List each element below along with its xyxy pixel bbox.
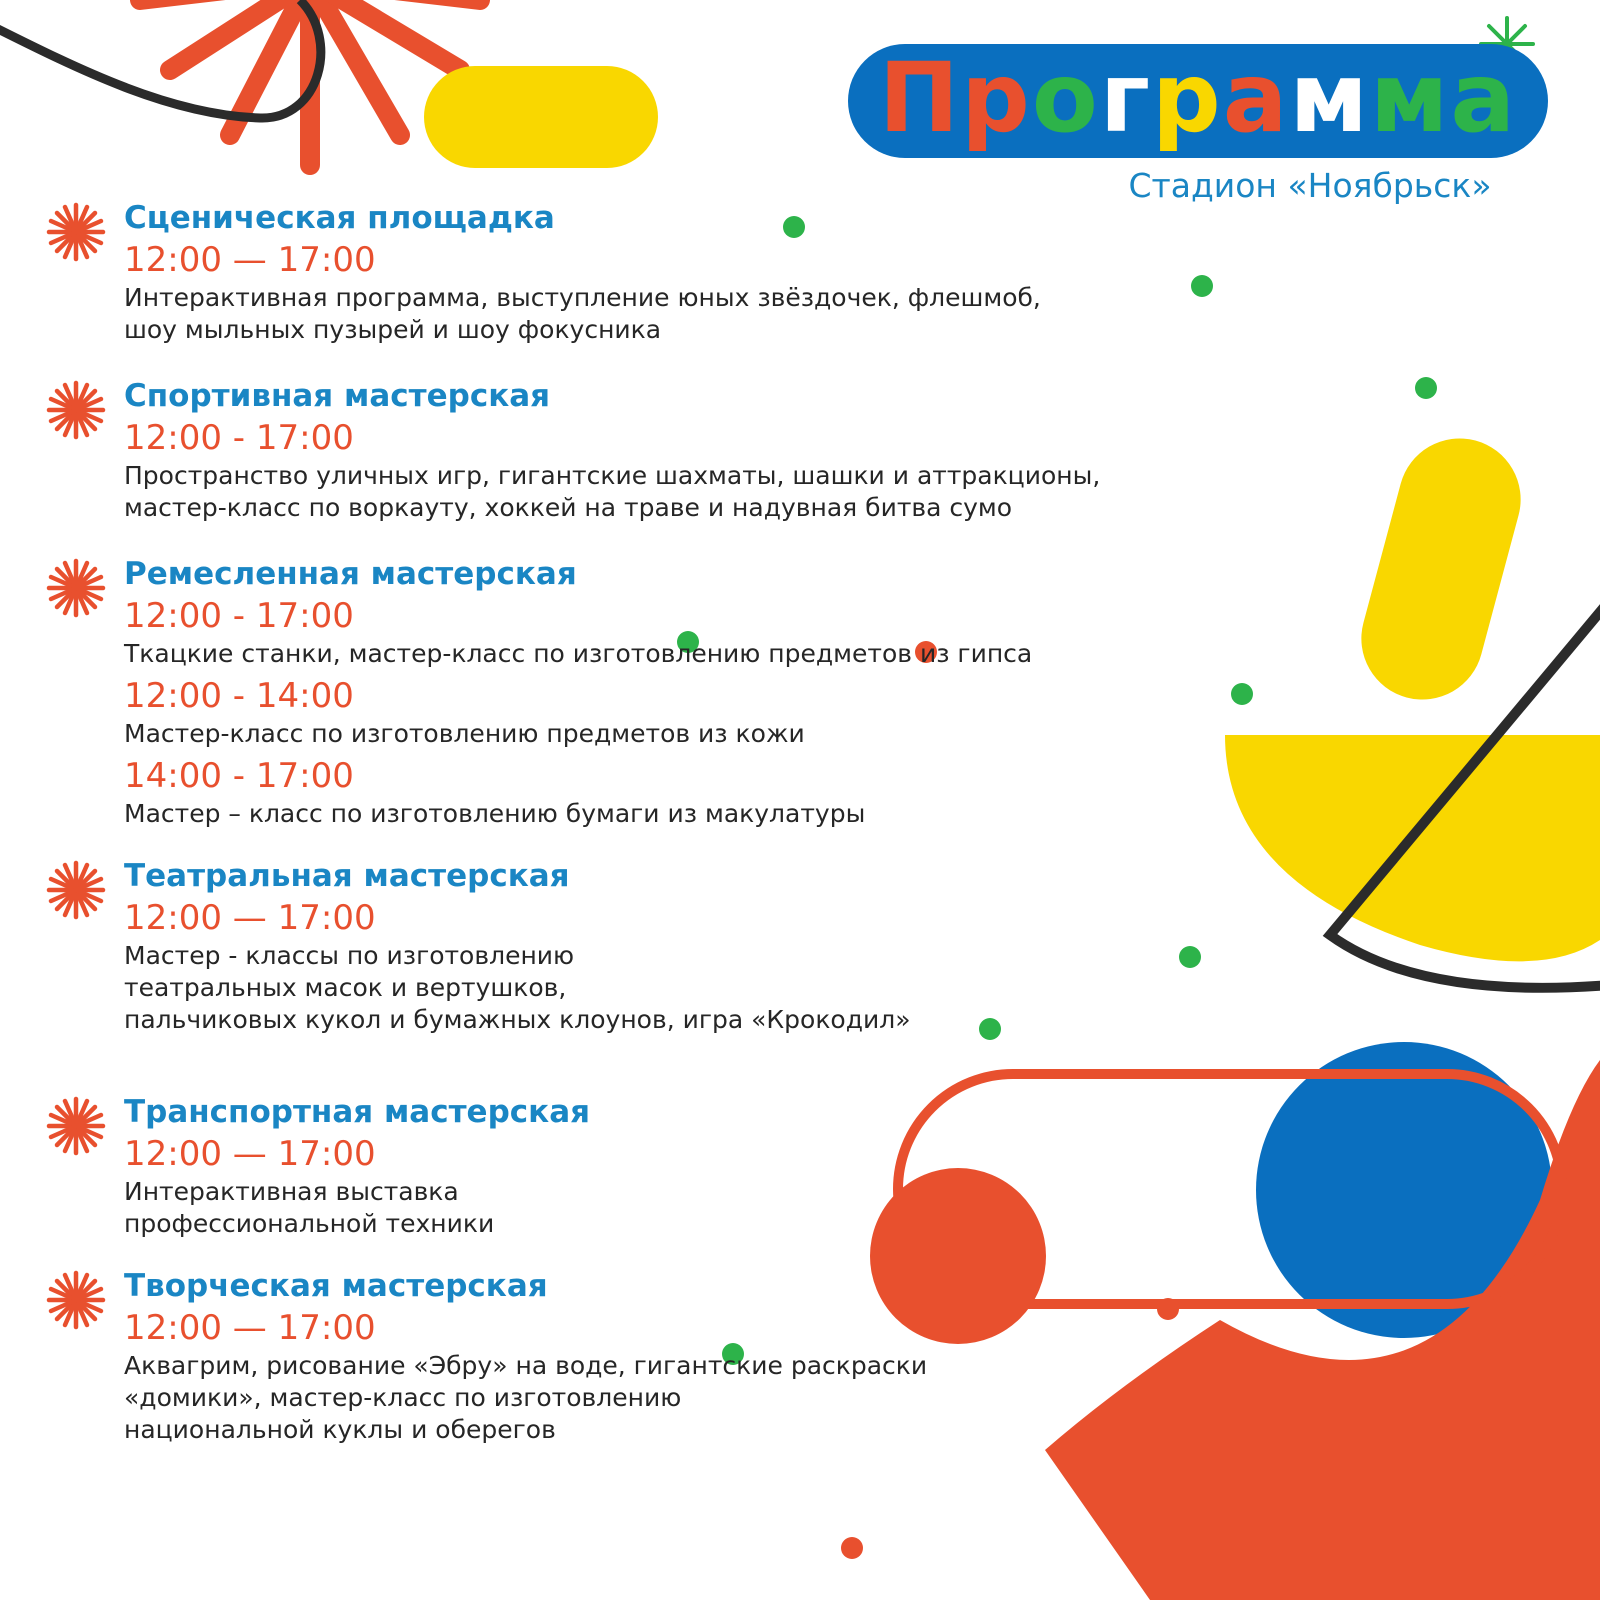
section-heading: Творческая мастерская [124, 1268, 548, 1304]
time-slot [124, 416, 1100, 524]
section-heading: Спортивная мастерская [124, 378, 551, 414]
section-slots [124, 1306, 927, 1450]
title-letter: а [1450, 42, 1518, 154]
title-letter: г [1099, 42, 1152, 154]
yellow-tilted-pill-shape [1348, 425, 1535, 714]
time-slot [124, 754, 1032, 830]
asterisk-star-icon [46, 558, 106, 618]
slot-description: Интерактивная программа, выступление юных звёздочек, флешмоб, шоу мыльных пузырей и шоу фокусника [124, 283, 1041, 344]
section-heading: Сценическая площадка [124, 200, 555, 236]
title-letter: р [1151, 42, 1223, 154]
section-slots [124, 416, 1100, 528]
slot-description: Мастер - классы по изготовлению театральных масок и вертушков, пальчиковых кукол и бумажных клоунов, игра «Крокодил» [124, 941, 911, 1034]
asterisk-star-icon [46, 1096, 106, 1156]
section-heading: Ремесленная мастерская [124, 556, 577, 592]
section-slots [124, 896, 911, 1040]
venue-subtitle: Стадион «Ноябрьск» [1128, 166, 1492, 205]
asterisk-star-icon [46, 1270, 106, 1330]
section-heading: Театральная мастерская [124, 858, 570, 894]
time-slot [124, 1306, 927, 1446]
slot-description: Пространство уличных игр, гигантские шахматы, шашки и аттракционы, мастер-класс по воркауту, хоккей на траве и надувная битва сумо [124, 461, 1101, 522]
title-letter: о [1031, 42, 1100, 154]
slot-time: 12:00 - 14:00 [124, 676, 354, 716]
title-letter: а [1222, 42, 1290, 154]
slot-time: 12:00 — 17:00 [124, 898, 376, 938]
slot-description: Мастер – класс по изготовлению бумаги из макулатуры [124, 799, 866, 828]
section-slots [124, 238, 1041, 350]
slot-time: 12:00 — 17:00 [124, 240, 376, 280]
yellow-pill-shape [424, 66, 658, 168]
slot-time: 12:00 — 17:00 [124, 1308, 376, 1348]
time-slot [124, 674, 1032, 750]
slot-description: Ткацкие станки, мастер-класс по изготовлению предметов из гипса [124, 639, 1033, 668]
time-slot [124, 896, 911, 1036]
title-letter: м [1369, 42, 1451, 154]
time-slot [124, 1132, 494, 1240]
slot-time: 12:00 - 17:00 [124, 418, 354, 458]
time-slot [124, 238, 1041, 346]
section-slots [124, 1132, 494, 1244]
title-letter: р [961, 42, 1032, 154]
title-letter: м [1289, 42, 1370, 154]
asterisk-star-icon [46, 380, 106, 440]
asterisk-star-icon [46, 202, 106, 262]
slot-description: Мастер-класс по изготовлению предметов из кожи [124, 719, 805, 748]
title-letter: П [878, 42, 962, 154]
section-heading: Транспортная мастерская [124, 1094, 591, 1130]
slot-time: 14:00 - 17:00 [124, 756, 354, 796]
yellow-half-circle-shape [1225, 735, 1600, 961]
time-slot [124, 594, 1032, 670]
slot-description: Интерактивная выставка профессиональной техники [124, 1177, 495, 1238]
slot-time: 12:00 - 17:00 [124, 596, 354, 636]
slot-time: 12:00 — 17:00 [124, 1134, 376, 1174]
page-title [878, 42, 1518, 154]
slot-description: Аквагрим, рисование «Эбру» на воде, гигантские раскраски «домики», мастер-класс по изготовлению национальной куклы и оберегов [124, 1351, 928, 1444]
section-slots [124, 594, 1032, 834]
asterisk-star-icon [46, 860, 106, 920]
title-banner [848, 44, 1548, 158]
